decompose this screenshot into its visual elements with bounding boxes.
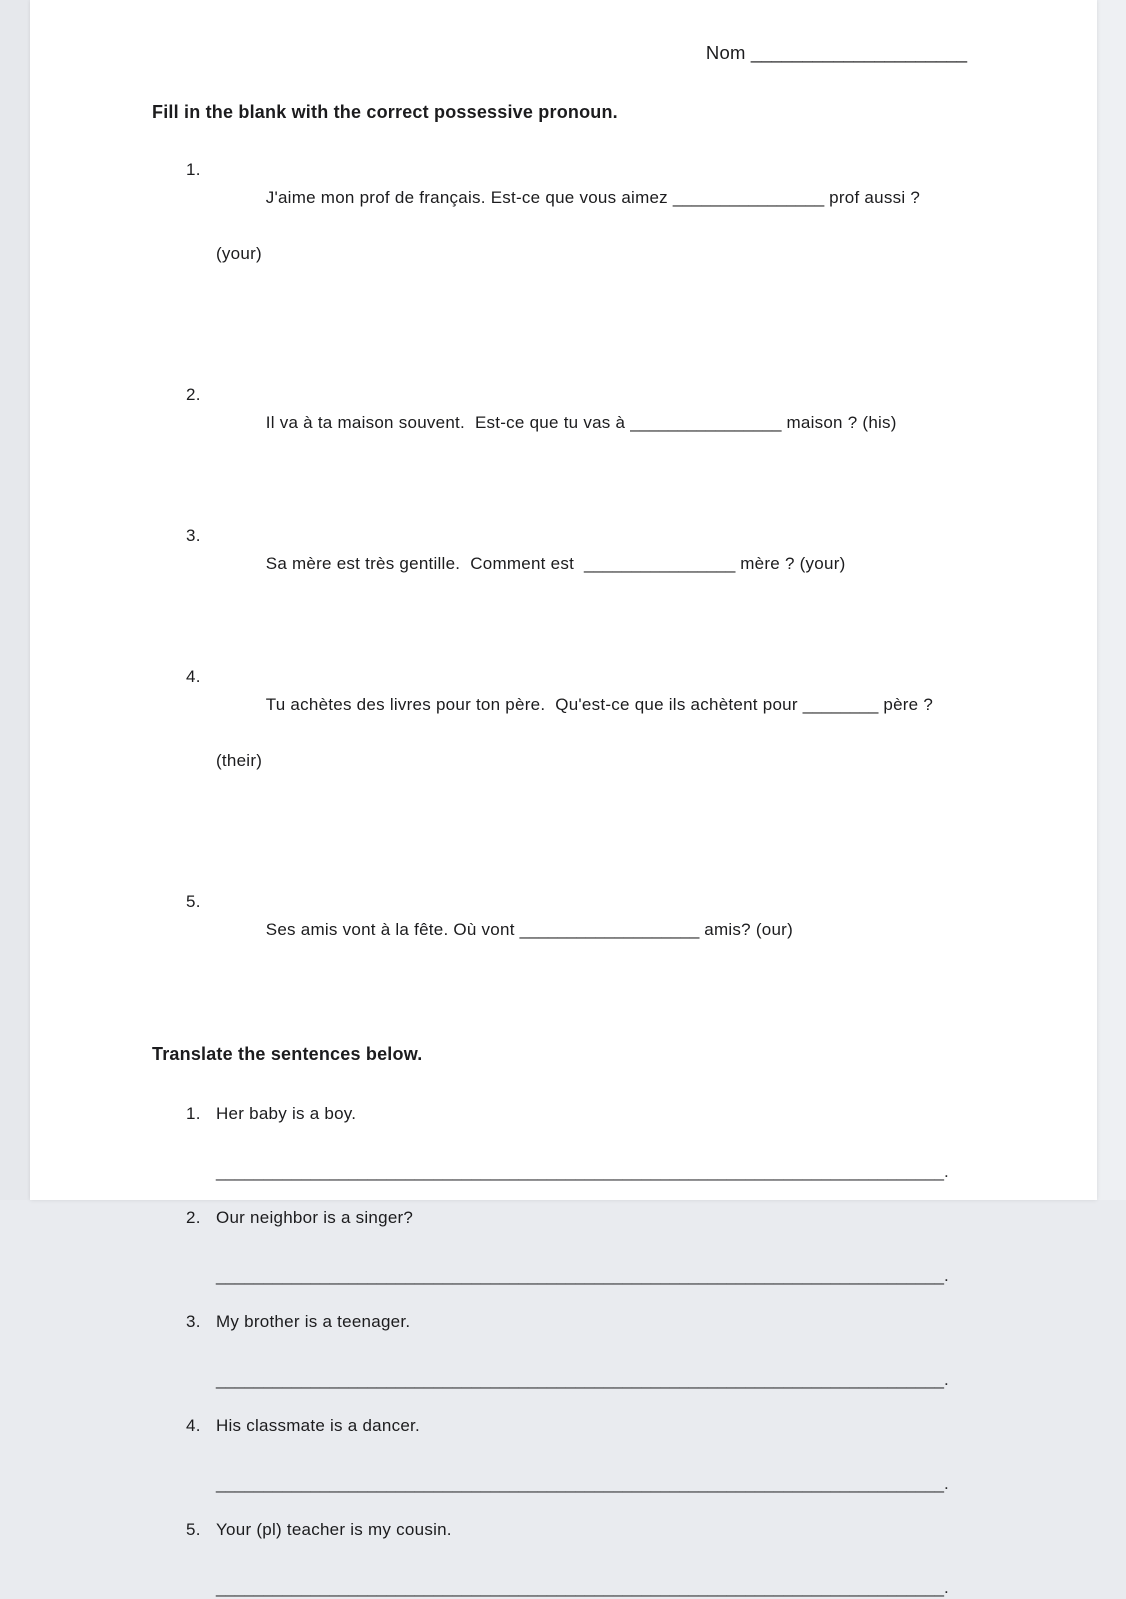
name-label: Nom: [705, 42, 751, 63]
translation-question-list: [30, 1100, 1097, 1599]
question-pre-text: J'aime mon prof de français. Est-ce que vous aimez: [265, 188, 673, 207]
section1-heading: Fill in the blank with the correct possessive pronoun.: [152, 102, 618, 122]
question-text: [216, 663, 977, 831]
sentence-text: His classmate is a dancer.: [216, 1416, 420, 1435]
question-body: [216, 1412, 977, 1495]
translation-question-3: [186, 1308, 977, 1391]
question-number: 2.: [186, 1208, 201, 1227]
question-pre-text: Tu achètes des livres pour ton père. Qu'est-ce que ils achètent pour: [265, 695, 803, 714]
question-post-text: prof aussi ?: [824, 188, 921, 207]
answer-blank-line[interactable]: _____________________________________________________________________________.: [216, 1266, 949, 1285]
translation-question-1: [186, 1100, 977, 1183]
question-number: 4.: [186, 1416, 201, 1435]
question-number: 3.: [186, 1312, 201, 1331]
question-pre-text: Il va à ta maison souvent. Est-ce que tu vas à: [265, 413, 631, 432]
question-number: 5.: [186, 1520, 201, 1539]
fill-question-4: [186, 663, 977, 831]
question-post-text: père ?: [878, 695, 934, 714]
sentence-text: Your (pl) teacher is my cousin.: [216, 1520, 452, 1539]
fill-question-5: [186, 888, 977, 972]
translation-question-2: [186, 1204, 977, 1287]
question-post-text: maison ? (his): [781, 413, 897, 432]
translation-question-4: [186, 1412, 977, 1495]
question-text: [216, 381, 977, 465]
sentence-text: Our neighbor is a singer?: [216, 1208, 414, 1227]
answer-blank-line[interactable]: _____________________________________________________________________________.: [216, 1578, 949, 1597]
question-number: 5.: [186, 892, 201, 911]
worksheet-page: [30, 0, 1097, 1597]
sentence-text: Her baby is a boy.: [216, 1104, 357, 1123]
answer-blank-line[interactable]: _____________________________________________________________________________.: [216, 1474, 949, 1493]
question-text: [216, 522, 977, 606]
question-text: [216, 156, 977, 324]
question-pre-text: Ses amis vont à la fête. Où vont: [265, 920, 520, 939]
fill-question-1: [186, 156, 977, 324]
answer-blank-line[interactable]: _____________________________________________________________________________.: [216, 1162, 949, 1181]
answer-blank-line[interactable]: _____________________________________________________________________________.: [216, 1370, 949, 1389]
question-number: 4.: [186, 667, 201, 686]
question-pre-text: Sa mère est très gentille. Comment est: [265, 554, 584, 573]
question-body: [216, 1516, 977, 1599]
fill-blank-line[interactable]: ________________: [584, 554, 736, 573]
fill-blank-line[interactable]: ________________: [672, 188, 825, 207]
fill-blank-line[interactable]: ________: [802, 695, 879, 714]
question-text: [216, 888, 977, 972]
question-number: 2.: [186, 385, 201, 404]
translation-question-5: [186, 1516, 977, 1599]
fill-question-2: [186, 381, 977, 465]
question-body: [216, 1100, 977, 1183]
question-post-text: amis? (our): [699, 920, 793, 939]
question-body: [216, 1308, 977, 1391]
pronoun-hint: (your): [216, 244, 262, 263]
question-number: 1.: [186, 1104, 201, 1123]
fill-in-question-list: [30, 156, 1097, 972]
question-body: [216, 1204, 977, 1287]
sentence-text: My brother is a teenager.: [216, 1312, 411, 1331]
question-number: 3.: [186, 526, 201, 545]
name-blank-line[interactable]: _____________________: [750, 42, 967, 63]
fill-blank-line[interactable]: ________________: [630, 413, 782, 432]
fill-blank-line[interactable]: ___________________: [519, 920, 700, 939]
pronoun-hint: (their): [216, 751, 263, 770]
fill-question-3: [186, 522, 977, 606]
question-post-text: mère ? (your): [735, 554, 846, 573]
question-number: 1.: [186, 160, 201, 179]
section2-heading: Translate the sentences below.: [152, 1044, 423, 1064]
name-field-row: [30, 20, 1097, 86]
